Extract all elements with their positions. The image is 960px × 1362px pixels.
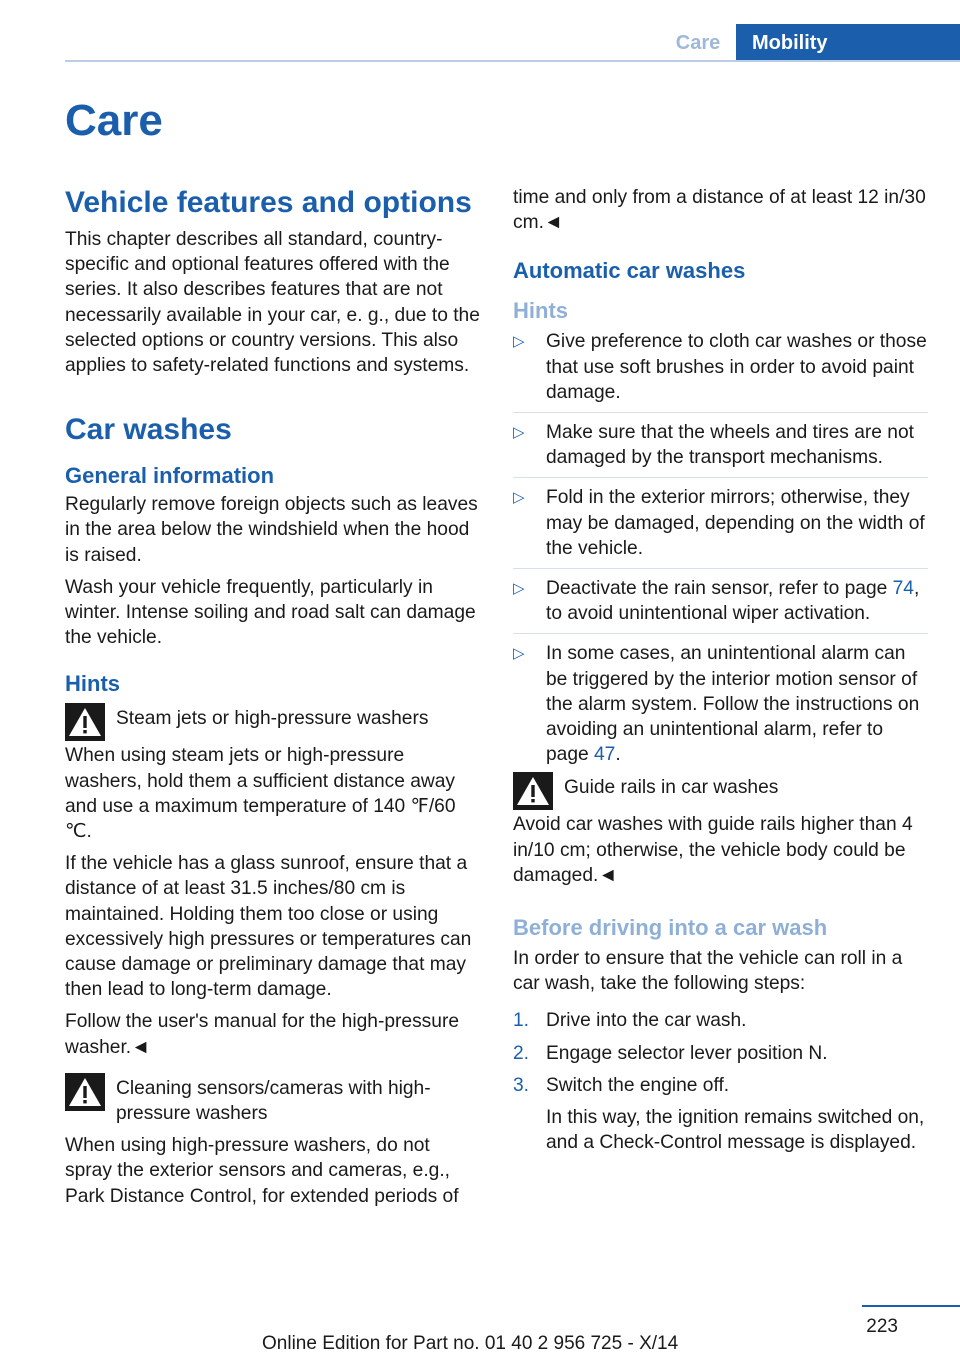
list-item-text: Give preference to cloth car washes or those that use soft brushes in order to avoid paint damage. bbox=[546, 331, 927, 403]
steps-list bbox=[513, 1008, 928, 1155]
header-tab-care: Care bbox=[675, 32, 721, 54]
step-number: 3. bbox=[513, 1074, 530, 1096]
features-paragraph: This chapter describes all standard, country-specific and optional features offered with the series. It also describes features that are not necessarily available in your car, e. g., due to the selected options or country versions. This also applies to safety-related functions and systems. bbox=[65, 229, 480, 377]
list-item-text bbox=[546, 643, 919, 765]
list-item-text: Fold in the exterior mirrors; otherwise, they may be damaged, depending on the width of the vehicle. bbox=[546, 487, 925, 559]
warning-triangle-icon bbox=[65, 703, 105, 741]
warning-paragraph-1: Avoid car washes with guide rails higher than 4 in/10 cm; otherwise, the vehicle body could be damaged.◄ bbox=[513, 814, 913, 886]
text-fragment: Deactivate the rain sensor, refer to page bbox=[546, 578, 893, 600]
warning-guide-rails bbox=[513, 775, 928, 888]
step-note: In this way, the ignition remains switched on, and a Check-Control message is displayed. bbox=[546, 1107, 925, 1154]
text-fragment: In some cases, an unintentional alarm can be triggered by the interior motion sensor of the alarm system. Follow the instructions on avoiding an unintentional alarm, refer to page bbox=[546, 643, 920, 766]
list-item-text: Engage selector lever position N. bbox=[546, 1042, 828, 1064]
bullet-marker-icon: ▷ bbox=[513, 645, 525, 663]
warning-cleaning-sensors bbox=[65, 1076, 480, 1209]
general-paragraph-2: Wash your vehicle frequently, particularly in winter. Intense soiling and road salt can damage the vehicle. bbox=[65, 576, 476, 649]
warning-title: Guide rails in car washes bbox=[564, 777, 779, 799]
text-fragment: , to avoid unintentional wiper activation. bbox=[546, 578, 920, 625]
list-item bbox=[513, 1073, 928, 1156]
heading-hints: Hints bbox=[65, 671, 120, 697]
page-title: Care bbox=[65, 96, 163, 145]
list-item bbox=[513, 485, 928, 561]
left-column bbox=[65, 185, 480, 1216]
page-number: 223 bbox=[866, 1316, 898, 1337]
page-link-47[interactable]: 47 bbox=[594, 744, 616, 766]
header-rule bbox=[65, 60, 960, 62]
warning-title: Cleaning sensors/cameras with high-pressure washers bbox=[116, 1077, 431, 1125]
list-item bbox=[513, 420, 928, 470]
footer-rule bbox=[862, 1305, 960, 1307]
warning-triangle-icon bbox=[513, 772, 553, 810]
warning-paragraph-1: When using steam jets or high-pressure washers, hold them a sufficient distance away and use a maximum temperature of 140 ℉/60 ℃. bbox=[65, 745, 456, 843]
general-paragraph-1: Regularly remove foreign objects such as leaves in the area below the windshield when the hood is raised. bbox=[65, 494, 478, 566]
heading-hints: Hints bbox=[513, 298, 568, 324]
divider bbox=[513, 477, 928, 478]
text-fragment: . bbox=[615, 744, 621, 766]
heading-automatic-car-washes: Automatic car washes bbox=[513, 258, 746, 284]
hints-list bbox=[513, 329, 928, 767]
list-item-text: Switch the engine off. bbox=[546, 1074, 730, 1096]
warning-steam-jets bbox=[65, 706, 480, 1059]
heading-general-information: General information bbox=[65, 463, 275, 489]
before-paragraph: In order to ensure that the vehicle can roll in a car wash, take the following steps: bbox=[513, 948, 903, 995]
list-item bbox=[513, 641, 928, 767]
heading-car-washes: Car washes bbox=[65, 413, 232, 447]
bullet-marker-icon: ▷ bbox=[513, 333, 525, 351]
list-item bbox=[513, 329, 928, 405]
heading-before-driving: Before driving into a car wash bbox=[513, 915, 828, 941]
right-column bbox=[513, 185, 928, 1162]
bullet-marker-icon: ▷ bbox=[513, 489, 525, 507]
list-item-text bbox=[546, 578, 919, 624]
list-item bbox=[513, 1008, 928, 1033]
footer-edition: Online Edition for Part no. 01 40 2 956 725 - X/14 bbox=[262, 1333, 679, 1354]
list-item-text: Drive into the car wash. bbox=[546, 1010, 747, 1032]
step-number: 2. bbox=[513, 1042, 530, 1064]
page-link-74[interactable]: 74 bbox=[892, 578, 914, 600]
list-item bbox=[513, 1041, 928, 1066]
warning-paragraph-3: Follow the user's manual for the high-pressure washer.◄ bbox=[65, 1011, 459, 1058]
divider bbox=[513, 412, 928, 413]
warning-paragraph-1: When using high-pressure washers, do not spray the exterior sensors and cameras, e.g., Park Distance Control, for extended periods of bbox=[65, 1135, 459, 1207]
warning-triangle-icon bbox=[65, 1073, 105, 1111]
header-tab-mobility: Mobility bbox=[736, 24, 960, 62]
warning-paragraph-2: If the vehicle has a glass sunroof, ensure that a distance of at least 31.5 inches/80 cm is maintained. Holding them too close or using excessively high pressures or temperatures can cause damage or preliminary damage that may then lead to long-term damage. bbox=[65, 853, 472, 1001]
list-item-text: Make sure that the wheels and tires are not damaged by the transport mechanisms. bbox=[546, 422, 914, 469]
list-item bbox=[513, 576, 928, 626]
heading-vehicle-features: Vehicle features and options bbox=[65, 186, 472, 219]
divider bbox=[513, 633, 928, 634]
continued-paragraph: time and only from a distance of at least 12 in/30 cm.◄ bbox=[513, 187, 926, 234]
warning-title: Steam jets or high-pressure washers bbox=[116, 708, 429, 730]
bullet-marker-icon: ▷ bbox=[513, 580, 525, 598]
bullet-marker-icon: ▷ bbox=[513, 424, 525, 442]
divider bbox=[513, 568, 928, 569]
step-number: 1. bbox=[513, 1010, 530, 1032]
